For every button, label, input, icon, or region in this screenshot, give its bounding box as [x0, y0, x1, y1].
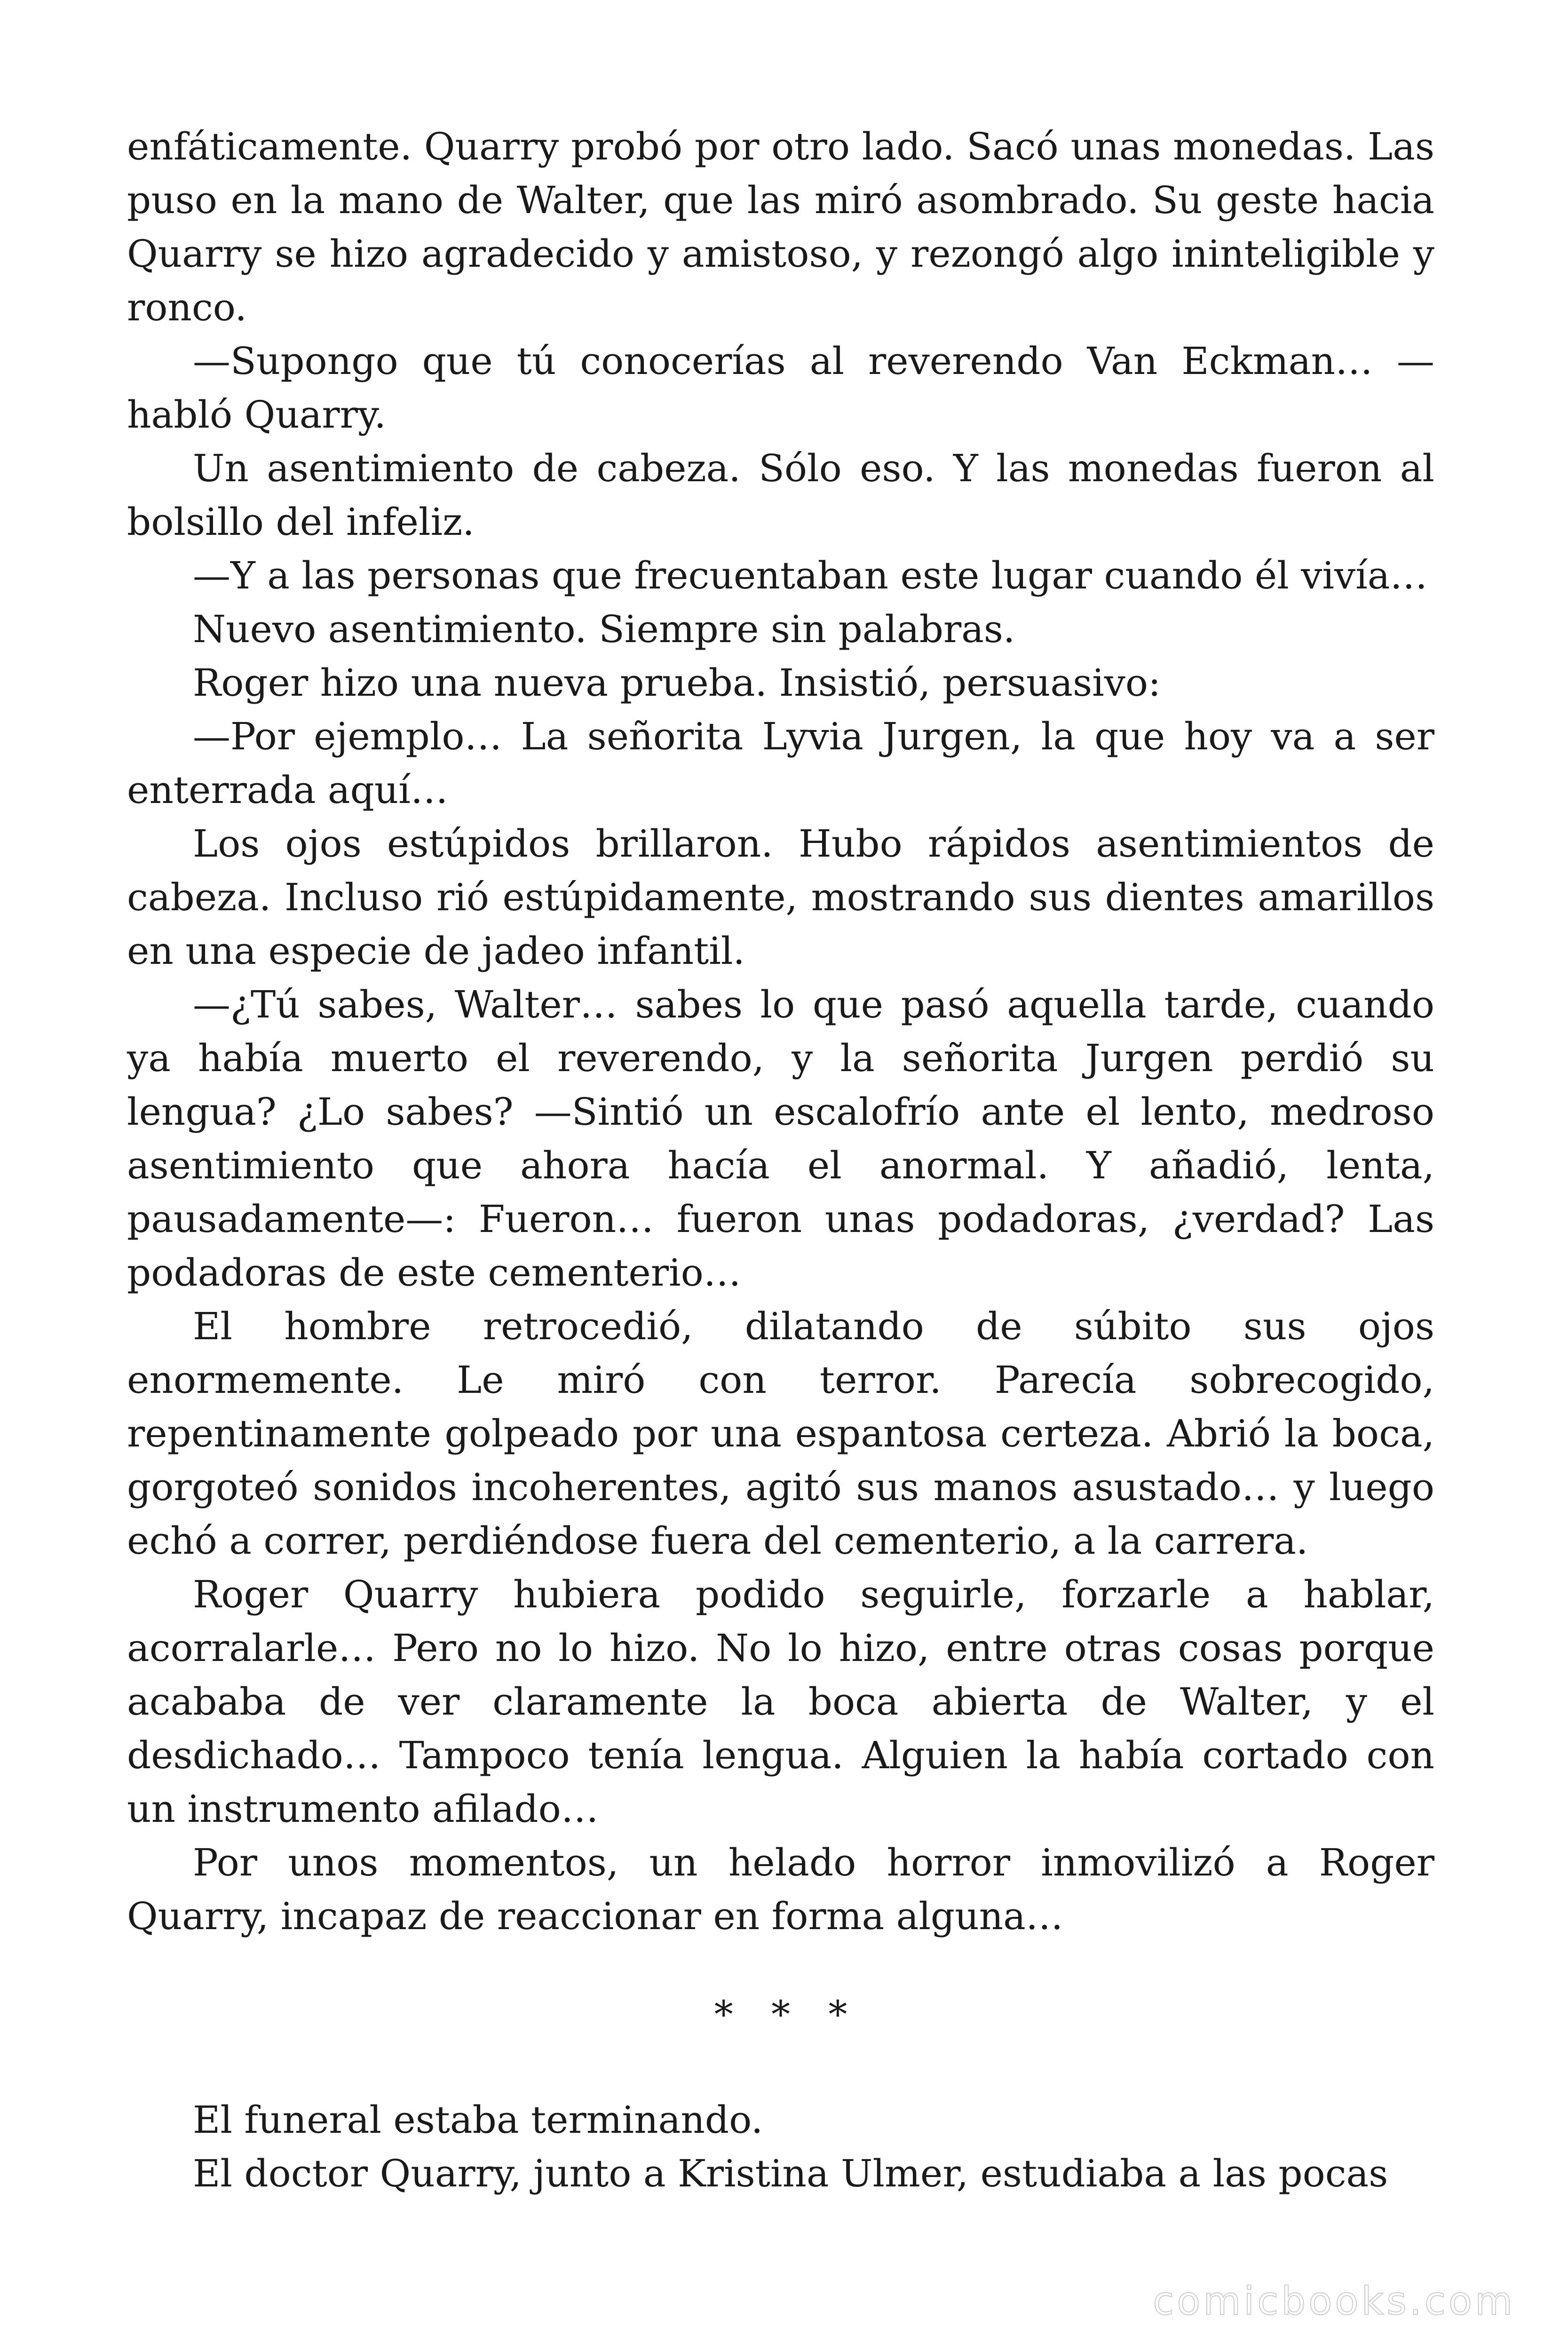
paragraph: —Por ejemplo… La señorita Lyvia Jurgen, la que hoy va a ser enterrada aquí… [127, 715, 1434, 812]
text-section-after [127, 2093, 1434, 2201]
paragraph: enfáticamente. Quarry probó por otro lado. Sacó unas monedas. Las puso en la mano de Walter, que las miró asombrado. Su geste hacia Quarry se hizo agradecido y amistoso, y rezongó algo ininteligible y ronco. [127, 125, 1434, 329]
paragraph: Los ojos estúpidos brillaron. Hubo rápidos asentimientos de cabeza. Incluso rió estúpidamente, mostrando sus dientes amarillos en una especie de jadeo infantil. [127, 822, 1434, 973]
paragraph: Un asentimiento de cabeza. Sólo eso. Y las monedas fueron al bolsillo del infeliz. [127, 446, 1434, 544]
section-separator: * * * [714, 1993, 861, 2036]
paragraph: —Supongo que tú conocerías al reverendo Van Eckman… —habló Quarry. [127, 339, 1434, 437]
paragraph: Roger Quarry hubiera podido seguirle, forzarle a hablar, acorralarle… Pero no lo hizo. No lo hizo, entre otras cosas porque acababa de ver claramente la boca abierta de Walter, y el desdichado… Tampoco tenía lengua. Alguien la había cortado con un instrumento afilado… [127, 1573, 1434, 1831]
paragraph: El hombre retrocedió, dilatando de súbito sus ojos enormemente. Le miró con terror. Parecía sobrecogido, repentinamente golpeado por una espantosa certeza. Abrió la boca, gorgoteó sonidos incoherentes, agitó sus manos asustado… y luego echó a correr, perdiéndose fuera del cementerio, a la carrera. [127, 1304, 1434, 1563]
text-section-before [127, 120, 1434, 1943]
paragraph: Nuevo asentimiento. Siempre sin palabras. [193, 607, 1015, 651]
paragraph: —Y a las personas que frecuentaban este lugar cuando él vivía… [193, 554, 1428, 597]
paragraph: Roger hizo una nueva prueba. Insistió, persuasivo: [193, 661, 1161, 705]
page-body [127, 120, 1434, 2201]
paragraph: Por unos momentos, un helado horror inmovilizó a Roger Quarry, incapaz de reaccionar en forma alguna… [127, 1841, 1434, 1938]
watermark: comicbooks.com [1153, 2279, 1515, 2324]
paragraph: —¿Tú sabes, Walter… sabes lo que pasó aquella tarde, cuando ya había muerto el reverendo, y la señorita Jurgen perdió su lengua? ¿Lo sabes? —Sintió un escalofrío ante el lento, medroso asentimiento que ahora hacía el anormal. Y añadió, lenta, pausadamente—: Fueron… fueron unas podadoras, ¿verdad? Las podadoras de este cementerio… [127, 983, 1434, 1295]
paragraph: El funeral estaba terminando. [193, 2098, 763, 2142]
paragraph: El doctor Quarry, junto a Kristina Ulmer, estudiaba a las pocas [193, 2152, 1388, 2195]
